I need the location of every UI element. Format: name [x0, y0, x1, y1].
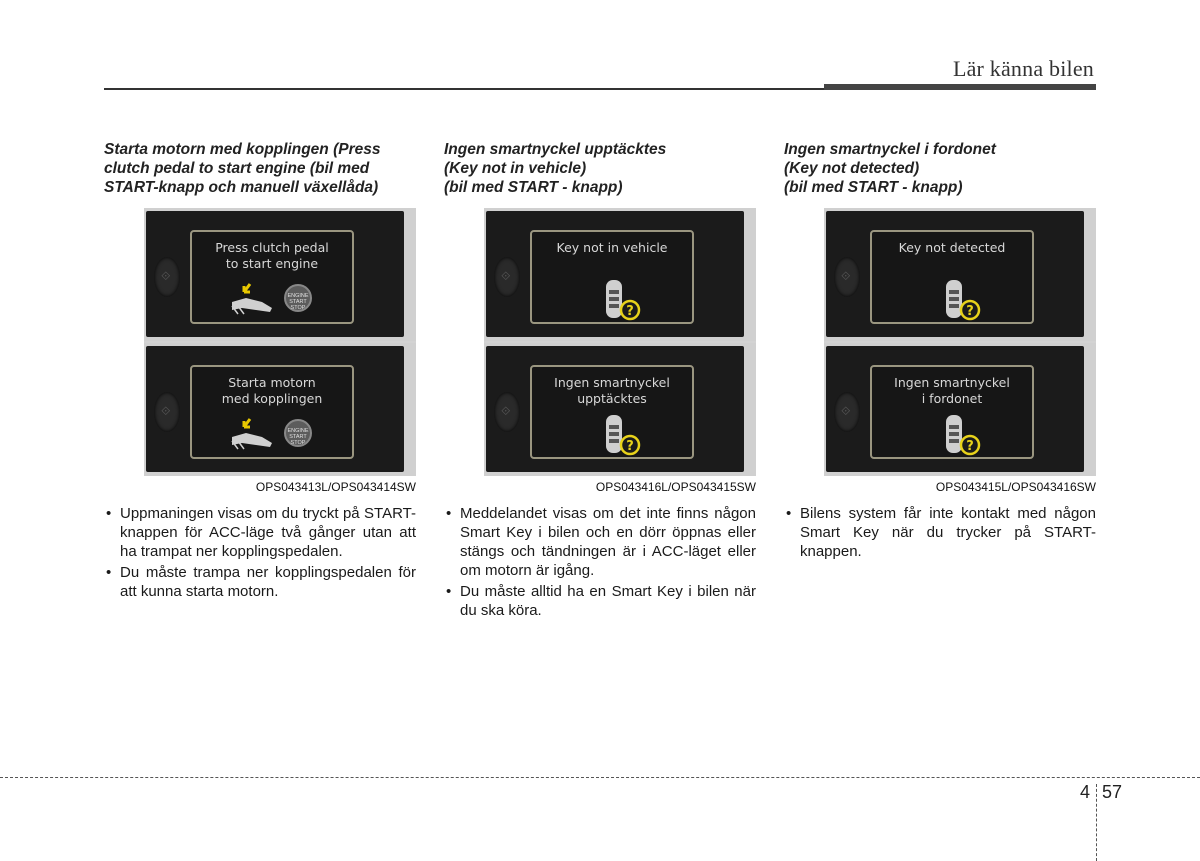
warning-message-frame	[190, 365, 354, 459]
header-rule-accent	[824, 84, 1096, 90]
section-heading: Ingen smartnyckel upptäcktes (Key not in vehicle) (bil med START - knapp)	[444, 141, 667, 196]
cluster-figure	[824, 208, 1096, 476]
engine-start-stop-icon: ENGINE START STOP	[284, 284, 312, 312]
warning-message: Key not detected	[898, 240, 1006, 255]
smart-key-question-icon	[944, 278, 984, 322]
clutch-pedal-icon	[228, 417, 278, 451]
cluster-panel	[144, 208, 416, 341]
cluster-figure	[144, 208, 416, 476]
warning-message: Ingen smartnyckel upptäcktes	[554, 375, 670, 406]
cluster-panel	[824, 343, 1096, 476]
svg-text:?: ?	[626, 439, 634, 454]
chapter-number: 4	[1080, 782, 1091, 802]
warning-message-frame	[530, 230, 694, 324]
list-item: • Uppmaningen visas om du tryckt på START-knappen för ACC-läge två gånger utan att ha trampat ner kopplingspedalen.	[104, 504, 416, 561]
svg-text:?: ?	[626, 304, 634, 319]
warning-message: Starta motorn med kopplingen	[221, 375, 323, 406]
dial-knob: ⟐	[154, 257, 180, 297]
bullet-list	[104, 504, 416, 601]
footer-divider	[0, 777, 1200, 778]
header-title: Lär känna bilen	[952, 56, 1094, 81]
cluster-screen	[826, 211, 1084, 337]
list-item: • Du måste trampa ner kopplingspedalen för att kunna starta motorn.	[104, 563, 416, 601]
warning-message: Ingen smartnyckel i fordonet	[894, 375, 1010, 406]
dial-knob: ⟐	[834, 257, 860, 297]
cluster-screen	[486, 346, 744, 472]
header-rule	[104, 88, 824, 90]
cluster-screen	[146, 346, 404, 472]
clutch-pedal-icon	[228, 282, 278, 316]
footer-divider-vertical	[1096, 784, 1097, 861]
cluster-panel	[824, 208, 1096, 341]
cluster-screen	[826, 346, 1084, 472]
cluster-screen	[486, 211, 744, 337]
cluster-figure	[484, 208, 756, 476]
column-key-not-detected	[784, 140, 1096, 563]
cluster-panel	[484, 343, 756, 476]
warning-message-frame	[870, 230, 1034, 324]
smart-key-question-icon	[944, 413, 984, 457]
cluster-screen	[146, 211, 404, 337]
warning-message-frame	[530, 365, 694, 459]
section-heading: Starta motorn med kopplingen (Press clutch pedal to start engine (bil med START-knapp och manuell växellåda)	[104, 141, 381, 196]
figure-caption: OPS043413L/OPS043414SW	[255, 480, 416, 494]
smart-key-question-icon	[604, 413, 644, 457]
svg-text:?: ?	[966, 304, 974, 319]
bullet-list	[444, 504, 756, 620]
bullet-list	[784, 504, 1096, 561]
engine-start-stop-icon: ENGINE START STOP	[284, 419, 312, 447]
dial-knob: ⟐	[494, 392, 520, 432]
dial-knob: ⟐	[834, 392, 860, 432]
dial-knob: ⟐	[494, 257, 520, 297]
list-item: • Meddelandet visas om det inte finns någon Smart Key i bilen och en dörr öppnas eller stängs och tändningen är i ACC-läget eller om motorn är igång.	[444, 504, 756, 580]
smart-key-question-icon	[604, 278, 644, 322]
column-clutch-start	[104, 140, 416, 603]
column-key-not-in-vehicle	[444, 140, 756, 622]
list-item: • Du måste alltid ha en Smart Key i bilen när du ska köra.	[444, 582, 756, 620]
page-number: 57	[1102, 782, 1123, 802]
svg-text:?: ?	[966, 439, 974, 454]
cluster-panel	[484, 208, 756, 341]
figure-caption: OPS043415L/OPS043416SW	[935, 480, 1096, 494]
section-heading: Ingen smartnyckel i fordonet (Key not detected) (bil med START - knapp)	[784, 141, 996, 196]
warning-message-frame	[870, 365, 1034, 459]
list-item: • Bilens system får inte kontakt med någon Smart Key när du trycker på START-knappen.	[784, 504, 1096, 561]
cluster-panel	[144, 343, 416, 476]
figure-caption: OPS043416L/OPS043415SW	[595, 480, 756, 494]
warning-message: Key not in vehicle	[556, 240, 668, 255]
dial-knob: ⟐	[154, 392, 180, 432]
warning-message: Press clutch pedal to start engine	[215, 240, 329, 271]
warning-message-frame	[190, 230, 354, 324]
